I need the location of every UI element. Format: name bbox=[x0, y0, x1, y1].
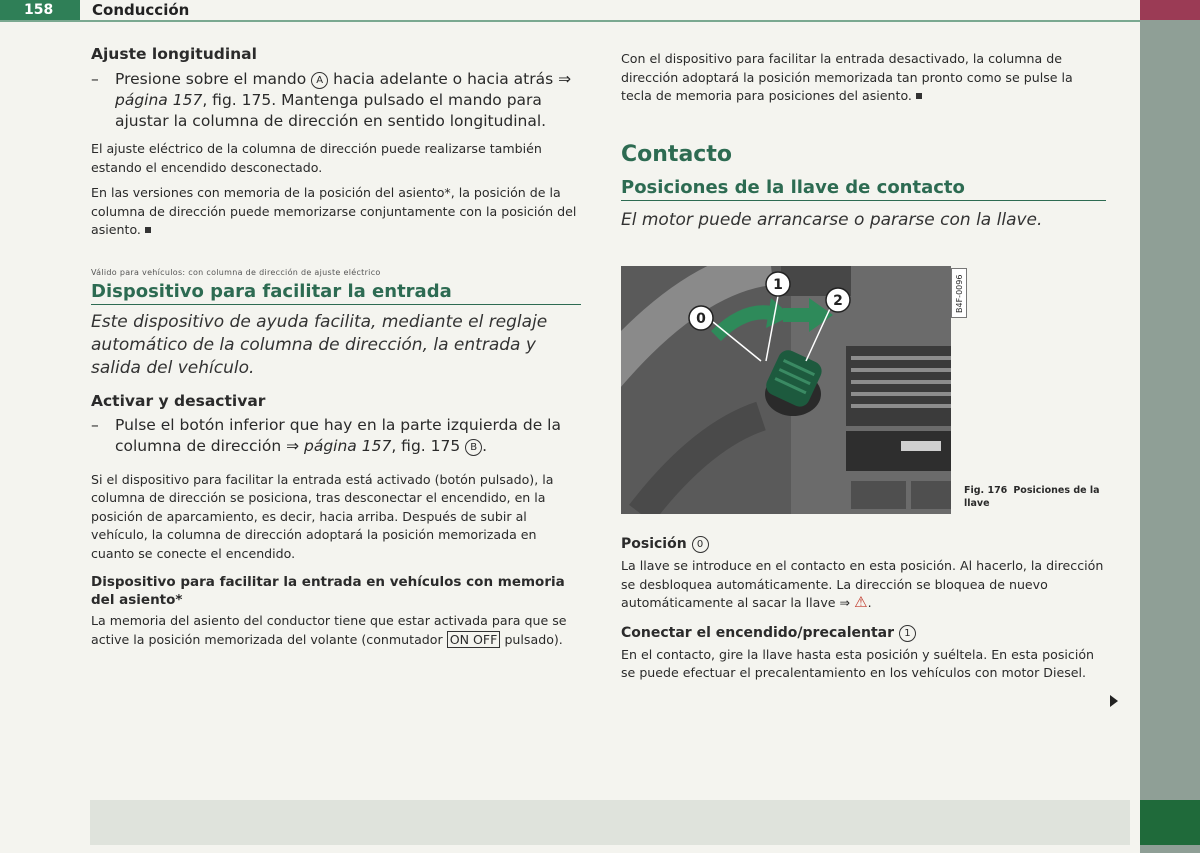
paragraph-memoria-text: En las versiones con memoria de la posición del asiento*, la posición de la columna de dirección puede memorizarse conjuntamente con la posición del asiento. bbox=[91, 185, 577, 237]
paragraph-activado: Si el dispositivo para facilitar la entrada está activado (botón pulsado), la columna de dirección se posiciona, tras desconectar el encendido, en la posición de aparcamiento, es decir, hacia arriba. Después de subir al vehículo, la columna de dirección adoptará la posición memorizada en cuanto se conecte el encendido. bbox=[91, 471, 554, 561]
intro-posiciones: El motor puede arrancarse o pararse con la llave. bbox=[621, 209, 1043, 230]
section-title-dispositivo: Dispositivo para facilitar la entrada bbox=[91, 281, 581, 305]
position-1-label: 1 bbox=[773, 277, 783, 293]
figure-number: Fig. 176 bbox=[964, 485, 1008, 496]
page-header bbox=[0, 0, 1140, 22]
position-0-marker bbox=[689, 306, 713, 330]
heading-posicion-text: Posición bbox=[621, 536, 692, 552]
paragraph-desactivado-text: Con el dispositivo para facilitar la entrada desactivado, la columna de dirección adoptará la posición memorizada tan pronto como se pulse la tecla de memoria para posiciones del asiento. bbox=[621, 51, 1073, 103]
position-1-icon: 1 bbox=[899, 625, 916, 642]
paragraph-desactivado bbox=[621, 50, 1106, 106]
position-0-icon: 0 bbox=[692, 536, 709, 553]
position-2-label: 2 bbox=[833, 293, 843, 309]
right-column bbox=[621, 50, 1106, 232]
continue-arrow-icon bbox=[1110, 695, 1118, 707]
on-off-switch-label: ON OFF bbox=[447, 631, 501, 648]
step-text-c: , fig. 175. Mantenga pulsado el mando para ajustar la columna de dirección en sentido longitudinal. bbox=[115, 91, 547, 130]
page-edge bbox=[1140, 0, 1200, 853]
paragraph-memoria-asiento bbox=[91, 612, 581, 649]
step-text-a: Presione sobre el mando bbox=[115, 70, 312, 88]
heading-posicion-0 bbox=[621, 536, 1106, 553]
paragraph-conectar: En el contacto, gire la llave hasta esta posición y suéltela. En esta posición se puede efectuar el precalentamiento en los vehículos con motor Diesel. bbox=[621, 646, 1095, 680]
left-column bbox=[91, 45, 581, 649]
intro-dispositivo: Este dispositivo de ayuda facilita, mediante el reglaje automático de la columna de dirección, la entrada y salida del vehículo. bbox=[91, 311, 548, 378]
step-text-b: hacia adelante o hacia atrás ⇒ bbox=[328, 70, 572, 88]
step-pulse-text-a: Pulse el botón inferior que hay en la parte izquierda de la columna de dirección ⇒ bbox=[115, 415, 561, 455]
ignition-illustration bbox=[621, 266, 951, 514]
paragraph-ajuste-electrico: El ajuste eléctrico de la columna de dirección puede realizarse también estando el encendido desconectado. bbox=[91, 141, 542, 175]
validity-note: Válido para vehículos: con columna de dirección de ajuste eléctrico bbox=[91, 267, 381, 277]
heading-activar: Activar y desactivar bbox=[91, 391, 266, 410]
step-presione bbox=[91, 69, 581, 132]
section-title-posiciones: Posiciones de la llave de contacto bbox=[621, 177, 1106, 201]
figure-code: B4F-0096 bbox=[955, 274, 964, 313]
page-edge-bottom bbox=[1140, 800, 1200, 845]
section-title: Conducción bbox=[92, 1, 190, 19]
marker-a-icon: A bbox=[311, 72, 328, 89]
right-column-lower bbox=[621, 536, 1106, 683]
position-0-label: 0 bbox=[696, 311, 706, 327]
page-reference: página 157 bbox=[115, 91, 203, 109]
step-pulse-text-b: , fig. 175 bbox=[391, 436, 466, 455]
bleed-through-strip bbox=[90, 800, 1130, 845]
paragraph-posicion-0: La llave se introduce en el contacto en esta posición. Al hacerlo, la dirección se desbloquea automáticamente. La dirección se bloquea de nuevo automáticamente al sacar la llave ⇒ ⚠. bbox=[621, 558, 1104, 611]
heading-memoria-asiento: Dispositivo para facilitar la entrada en vehículos con memoria del asiento* bbox=[91, 574, 565, 608]
heading-ajuste-longitudinal: Ajuste longitudinal bbox=[91, 45, 257, 63]
paragraph-posicion-0-text: La llave se introduce en el contacto en esta posición. Al hacerlo, la dirección se desbloquea automáticamente. La dirección se bloquea de nuevo automáticamente al sacar la llave ⇒ bbox=[621, 558, 1104, 610]
step-pulse: – Pulse el botón inferior que hay en la parte izquierda de la columna de dirección ⇒ página 157, fig. 175 B . bbox=[91, 415, 581, 457]
heading-conectar-text: Conectar el encendido/precalentar bbox=[621, 624, 899, 641]
figure-code-box bbox=[951, 268, 967, 318]
paragraph-memoria-asiento-a: La memoria del asiento del conductor tiene que estar activada para que se active la posición memorizada del volante (conmutador bbox=[91, 613, 567, 647]
position-1-marker bbox=[766, 272, 790, 296]
page-edge-top bbox=[1140, 0, 1200, 20]
chapter-title-contacto: Contacto bbox=[621, 141, 732, 167]
figure-caption-text: Posiciones de la llave bbox=[964, 485, 1100, 509]
paragraph-memoria bbox=[91, 184, 581, 240]
figure-caption bbox=[964, 484, 1114, 510]
page-number: 158 bbox=[0, 0, 80, 20]
position-2-marker bbox=[826, 288, 850, 312]
ignition-figure bbox=[621, 266, 951, 514]
marker-b-icon: B bbox=[465, 439, 482, 456]
end-mark-icon-2 bbox=[916, 93, 922, 99]
end-mark-icon bbox=[145, 227, 151, 233]
page-reference-2: página 157 bbox=[304, 436, 392, 455]
paragraph-memoria-asiento-b: pulsado). bbox=[500, 631, 563, 647]
heading-conectar bbox=[621, 625, 1106, 642]
warning-icon: ⚠ bbox=[854, 593, 868, 611]
